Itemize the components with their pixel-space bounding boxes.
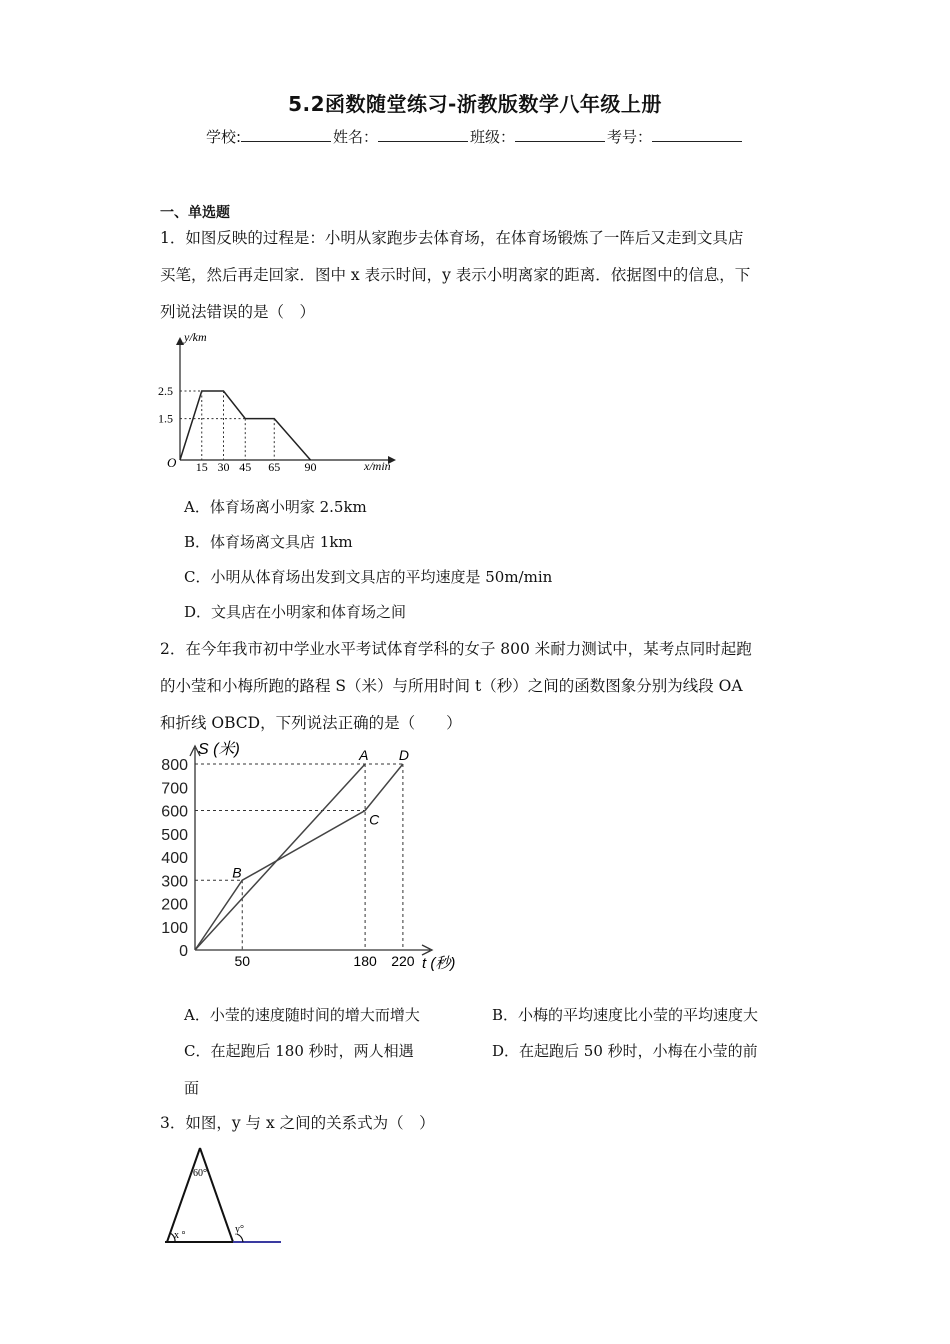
q1-x-tick-label: 15: [195, 460, 208, 474]
q1-line-3: 列说法错误的是（ ）: [160, 303, 316, 321]
q2-option-d[interactable]: D．在起跑后 50 秒时，小梅在小莹的前: [492, 1042, 758, 1060]
q2-x-tick-label: 50: [234, 953, 251, 969]
q2-option-d-cont: 面: [184, 1079, 200, 1097]
q2-option-b[interactable]: B．小梅的平均速度比小莹的平均速度大: [492, 1006, 759, 1024]
q1-graph: [150, 325, 410, 475]
q1-data-line: [180, 391, 311, 460]
q2-y-tick-label: 600: [161, 803, 188, 821]
q2-line-1: 2．在今年我市初中学业水平考试体育学科的女子 800 米耐力测试中，某考点同时起跑: [160, 640, 752, 658]
page-title: 5.2函数随堂练习-浙教版数学八年级上册: [288, 92, 662, 116]
q2-y-tick-label: 400: [161, 850, 188, 867]
q2-y-tick-label: 200: [161, 896, 188, 914]
q1-origin-label: O: [167, 455, 177, 470]
exam-number-label: 考号：: [607, 128, 653, 146]
q2-y-tick-label: 300: [161, 873, 188, 891]
q2-point-label-c: C: [369, 811, 380, 828]
q2-y-tick-label: 700: [161, 780, 188, 798]
q1-guide-lines: [180, 391, 274, 460]
q2-guide-lines: [195, 764, 403, 950]
q1-y-tick-label: 1.5: [158, 411, 173, 426]
q1-y-tick-label: 2.5: [158, 384, 173, 398]
section-heading: 一、单选题: [160, 205, 230, 221]
q2-y-tick-label: 0: [179, 943, 188, 960]
q2-line-3: 和折线 OBCD，下列说法正确的是（ ）: [160, 714, 462, 732]
q2-x-tick-label: 180: [353, 953, 377, 969]
school-label: 学校:: [205, 128, 241, 146]
q2-point-label-a: A: [359, 747, 369, 763]
q1-x-label: x/min: [364, 459, 391, 473]
q1-y-label: y/km: [184, 330, 207, 344]
q2-y-tick-label: 100: [161, 919, 188, 937]
q2-point-label-d: D: [398, 747, 410, 763]
q2-line-2: 的小莹和小梅所跑的路程 S（米）与所用时间 t（秒）之间的函数图象分别为线段 OA: [160, 677, 743, 695]
q3-angle-y-arc: [237, 1234, 243, 1242]
q1-x-tick-label: 30: [217, 460, 230, 474]
q2-x-tick-label: 220: [391, 953, 415, 969]
name-label: 姓名：: [333, 128, 379, 146]
school-blank[interactable]: [241, 127, 331, 142]
q2-y-tick-label: 800: [161, 757, 188, 774]
class-blank[interactable]: [515, 127, 605, 142]
q2-line-obcd: [195, 764, 403, 950]
q3-triangle-right-side: [200, 1148, 233, 1242]
q2-point-label-b: B: [232, 864, 242, 881]
q1-x-tick-label: 65: [268, 460, 281, 474]
student-info-line: [0, 126, 950, 147]
q3-angle-x-label: x °: [174, 1230, 186, 1241]
q3-triangle-left-side: [167, 1148, 200, 1242]
name-blank[interactable]: [378, 127, 468, 142]
q1-option-a[interactable]: A．体育场离小明家 2.5km: [184, 498, 367, 516]
q1-x-tick-label: 45: [239, 460, 252, 474]
q1-y-arrow: [176, 337, 184, 345]
q2-option-c[interactable]: C．在起跑后 180 秒时，两人相遇: [184, 1042, 414, 1060]
q1-line-2: 买笔，然后再走回家．图中 x 表示时间，y 表示小明离家的距离．依据图中的信息，下: [160, 266, 751, 284]
q3-angle-top-label: 60°: [193, 1168, 207, 1179]
q3-line-1: 3．如图，y 与 x 之间的关系式为（ ）: [160, 1114, 435, 1132]
q1-option-b[interactable]: B．体育场离文具店 1km: [184, 533, 353, 551]
q1-x-tick-label: 90: [304, 460, 317, 474]
q2-y-tick-label: 500: [161, 826, 188, 844]
q1-line-1: 1．如图反映的过程是：小明从家跑步去体育场，在体育场锻炼了一阵后又走到文具店: [160, 229, 744, 247]
q3-angle-y-label: y°: [235, 1224, 244, 1235]
q2-x-label: t (秒): [422, 955, 456, 972]
q1-option-c[interactable]: C．小明从体育场出发到文具店的平均速度是 50m/min: [184, 568, 553, 586]
q2-graph: [150, 738, 470, 978]
q2-y-label: S (米): [198, 741, 240, 758]
q1-option-d[interactable]: D．文具店在小明家和体育场之间: [184, 603, 407, 621]
q2-line-oa: [195, 764, 365, 950]
q3-triangle-figure: [155, 1140, 295, 1250]
class-label: 班级：: [470, 128, 516, 146]
q2-option-a[interactable]: A．小莹的速度随时间的增大而增大: [184, 1006, 420, 1024]
exam-number-blank[interactable]: [652, 127, 742, 142]
